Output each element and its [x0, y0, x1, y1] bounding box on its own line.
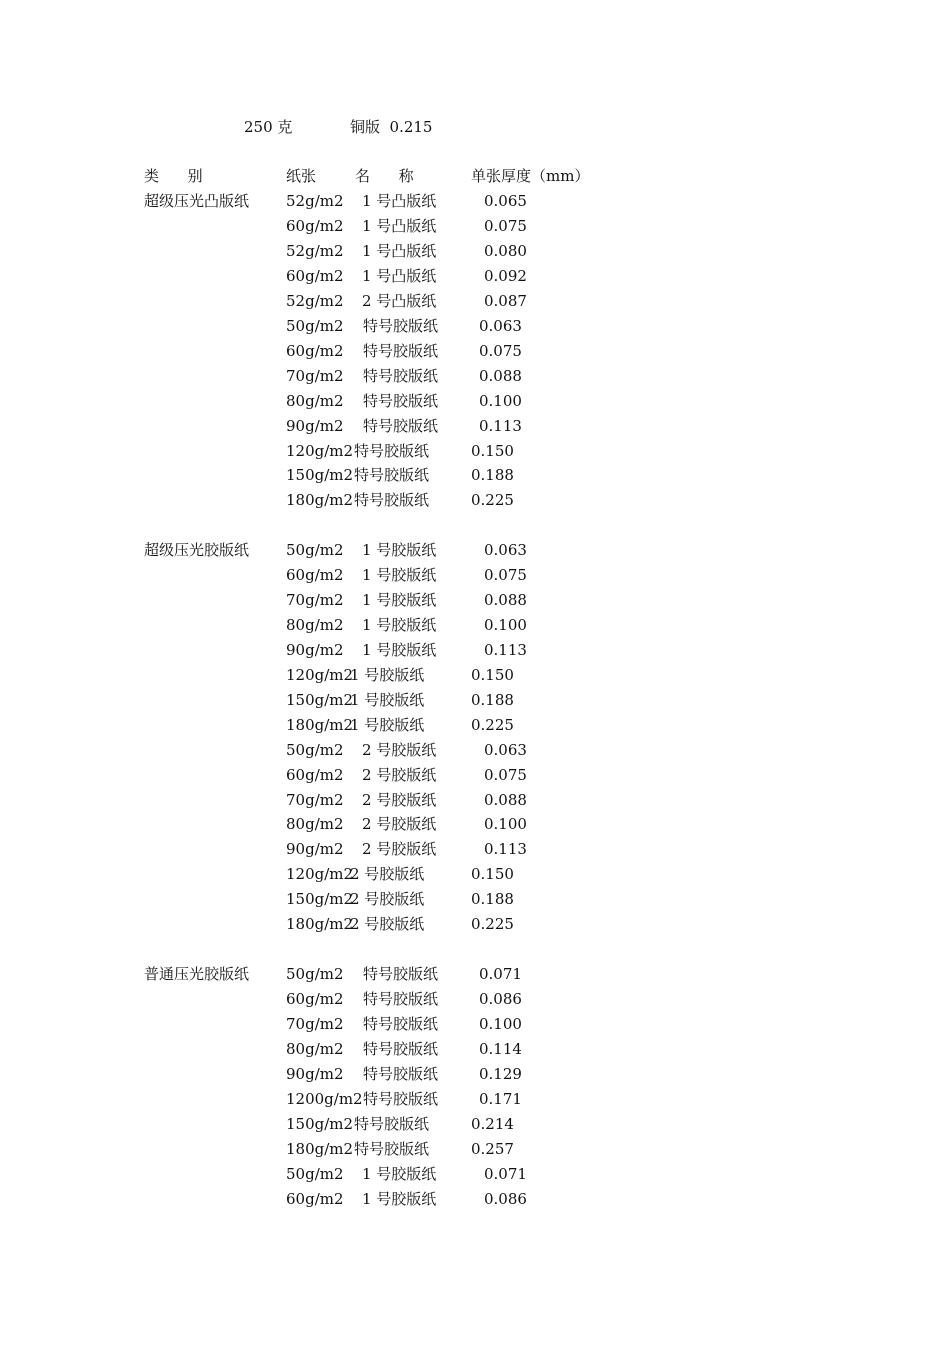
row-paper: 180g/m2 [286, 915, 354, 934]
row-thickness: 0.075 [484, 565, 527, 584]
row-name: 1 号胶版纸 [350, 665, 425, 684]
row-thickness: 0.129 [479, 1064, 522, 1083]
group-category: 超级压光胶版纸 [144, 541, 250, 559]
row-paper: 50g/m2 [286, 1164, 344, 1183]
row-thickness: 0.113 [484, 840, 527, 859]
group-category: 超级压光凸版纸 [144, 192, 250, 210]
row-paper: 70g/m2 [286, 790, 344, 809]
row-name: 1 号胶版纸 [362, 565, 437, 584]
row-paper: 52g/m2 [286, 192, 344, 210]
row-thickness: 0.225 [471, 491, 514, 510]
row-paper: 80g/m2 [286, 815, 344, 834]
row-name: 特号胶版纸 [363, 989, 439, 1008]
row-name: 1 号胶版纸 [362, 1164, 437, 1183]
row-paper: 60g/m2 [286, 1189, 344, 1208]
row-thickness: 0.188 [471, 690, 514, 709]
row-name: 1 号凸版纸 [362, 192, 437, 210]
row-paper: 60g/m2 [286, 765, 344, 784]
row-thickness: 0.225 [471, 715, 514, 734]
row-paper: 90g/m2 [286, 640, 344, 659]
row-paper: 52g/m2 [286, 291, 344, 310]
row-thickness: 0.100 [479, 391, 522, 410]
row-paper: 50g/m2 [286, 541, 344, 559]
row-name: 特号胶版纸 [363, 366, 439, 385]
row-name: 1 号胶版纸 [350, 690, 425, 709]
row-name: 特号胶版纸 [363, 416, 439, 435]
row-paper: 50g/m2 [286, 316, 344, 335]
row-thickness: 0.080 [484, 241, 527, 260]
row-name: 2 号胶版纸 [350, 865, 425, 884]
row-paper: 80g/m2 [286, 391, 344, 410]
row-name: 特号胶版纸 [363, 316, 439, 335]
row-paper: 60g/m2 [286, 565, 344, 584]
row-paper: 80g/m2 [286, 1039, 344, 1058]
row-name: 2 号胶版纸 [350, 890, 425, 909]
row-name: 特号胶版纸 [354, 466, 430, 485]
row-thickness: 0.188 [471, 466, 514, 485]
row-paper: 90g/m2 [286, 1064, 344, 1083]
row-thickness: 0.063 [484, 740, 527, 759]
row-thickness: 0.075 [484, 765, 527, 784]
row-name: 特号胶版纸 [363, 965, 439, 983]
row-thickness: 0.063 [479, 316, 522, 335]
row-paper: 180g/m2 [286, 491, 354, 510]
row-paper: 90g/m2 [286, 840, 344, 859]
row-name: 1 号凸版纸 [362, 241, 437, 260]
row-thickness: 0.092 [484, 266, 527, 285]
row-thickness: 0.075 [479, 341, 522, 360]
row-paper: 90g/m2 [286, 416, 344, 435]
row-thickness: 0.071 [484, 1164, 527, 1183]
row-thickness: 0.087 [484, 291, 527, 310]
group-category: 普通压光胶版纸 [144, 965, 250, 983]
row-paper: 60g/m2 [286, 266, 344, 285]
row-name: 1 号凸版纸 [362, 216, 437, 235]
row-name: 特号胶版纸 [354, 491, 430, 510]
row-name: 1 号胶版纸 [362, 615, 437, 634]
row-thickness: 0.188 [471, 890, 514, 909]
row-thickness: 0.257 [471, 1139, 514, 1158]
row-paper: 120g/m2 [286, 441, 354, 460]
header-name: 名 称 [355, 167, 414, 185]
row-thickness: 0.071 [479, 965, 522, 983]
row-thickness: 0.171 [479, 1089, 522, 1108]
row-thickness: 0.086 [484, 1189, 527, 1208]
row-thickness: 0.100 [484, 615, 527, 634]
row-paper: 120g/m2 [286, 865, 354, 884]
row-name: 1 号胶版纸 [362, 640, 437, 659]
row-paper: 180g/m2 [286, 715, 354, 734]
row-paper: 50g/m2 [286, 965, 344, 983]
row-name: 2 号胶版纸 [362, 740, 437, 759]
row-name: 特号胶版纸 [363, 1014, 439, 1033]
row-thickness: 0.114 [479, 1039, 522, 1058]
row-paper: 80g/m2 [286, 615, 344, 634]
row-thickness: 0.088 [484, 590, 527, 609]
row-name: 2 号胶版纸 [350, 915, 425, 934]
row-name: 2 号凸版纸 [362, 291, 437, 310]
row-name: 特号胶版纸 [363, 1039, 439, 1058]
row-name: 2 号胶版纸 [362, 790, 437, 809]
row-paper: 150g/m2 [286, 1114, 354, 1133]
row-thickness: 0.086 [479, 989, 522, 1008]
row-thickness: 0.113 [484, 640, 527, 659]
row-thickness: 0.214 [471, 1114, 514, 1133]
header-thickness: 单张厚度（mm） [471, 167, 590, 185]
row-paper: 60g/m2 [286, 216, 344, 235]
row-name: 特号胶版纸 [354, 1114, 430, 1133]
row-paper: 70g/m2 [286, 1014, 344, 1033]
row-name: 1 号胶版纸 [362, 1189, 437, 1208]
row-paper: 50g/m2 [286, 740, 344, 759]
top-name-thickness: 铜版 0.215 [350, 118, 433, 136]
row-thickness: 0.100 [484, 815, 527, 834]
row-name: 1 号胶版纸 [362, 590, 437, 609]
row-paper: 120g/m2 [286, 665, 354, 684]
row-name: 1 号胶版纸 [362, 541, 437, 559]
row-name: 特号胶版纸 [363, 391, 439, 410]
row-thickness: 0.150 [471, 441, 514, 460]
row-thickness: 0.100 [479, 1014, 522, 1033]
row-name: 1 号胶版纸 [350, 715, 425, 734]
row-paper: 150g/m2 [286, 890, 354, 909]
row-name: 特号胶版纸 [354, 441, 430, 460]
row-thickness: 0.150 [471, 865, 514, 884]
top-weight: 250 克 [244, 118, 293, 136]
row-name: 特号胶版纸 [363, 1064, 439, 1083]
row-paper: 150g/m2 [286, 690, 354, 709]
row-name: 特号胶版纸 [363, 341, 439, 360]
row-name: 2 号胶版纸 [362, 765, 437, 784]
row-name: 2 号胶版纸 [362, 840, 437, 859]
row-paper: 1200g/m2 [286, 1089, 363, 1108]
row-paper: 60g/m2 [286, 341, 344, 360]
row-thickness: 0.088 [484, 790, 527, 809]
row-thickness: 0.113 [479, 416, 522, 435]
row-thickness: 0.075 [484, 216, 527, 235]
header-category: 类 别 [144, 167, 203, 185]
row-thickness: 0.063 [484, 541, 527, 559]
row-thickness: 0.088 [479, 366, 522, 385]
header-paper: 纸张 [286, 167, 317, 185]
row-name: 2 号胶版纸 [362, 815, 437, 834]
row-paper: 150g/m2 [286, 466, 354, 485]
row-paper: 70g/m2 [286, 590, 344, 609]
row-name: 特号胶版纸 [354, 1139, 430, 1158]
row-name: 特号胶版纸 [363, 1089, 439, 1108]
row-paper: 52g/m2 [286, 241, 344, 260]
row-paper: 70g/m2 [286, 366, 344, 385]
row-name: 1 号凸版纸 [362, 266, 437, 285]
row-paper: 180g/m2 [286, 1139, 354, 1158]
row-thickness: 0.065 [484, 192, 527, 210]
row-paper: 60g/m2 [286, 989, 344, 1008]
row-thickness: 0.225 [471, 915, 514, 934]
row-thickness: 0.150 [471, 665, 514, 684]
